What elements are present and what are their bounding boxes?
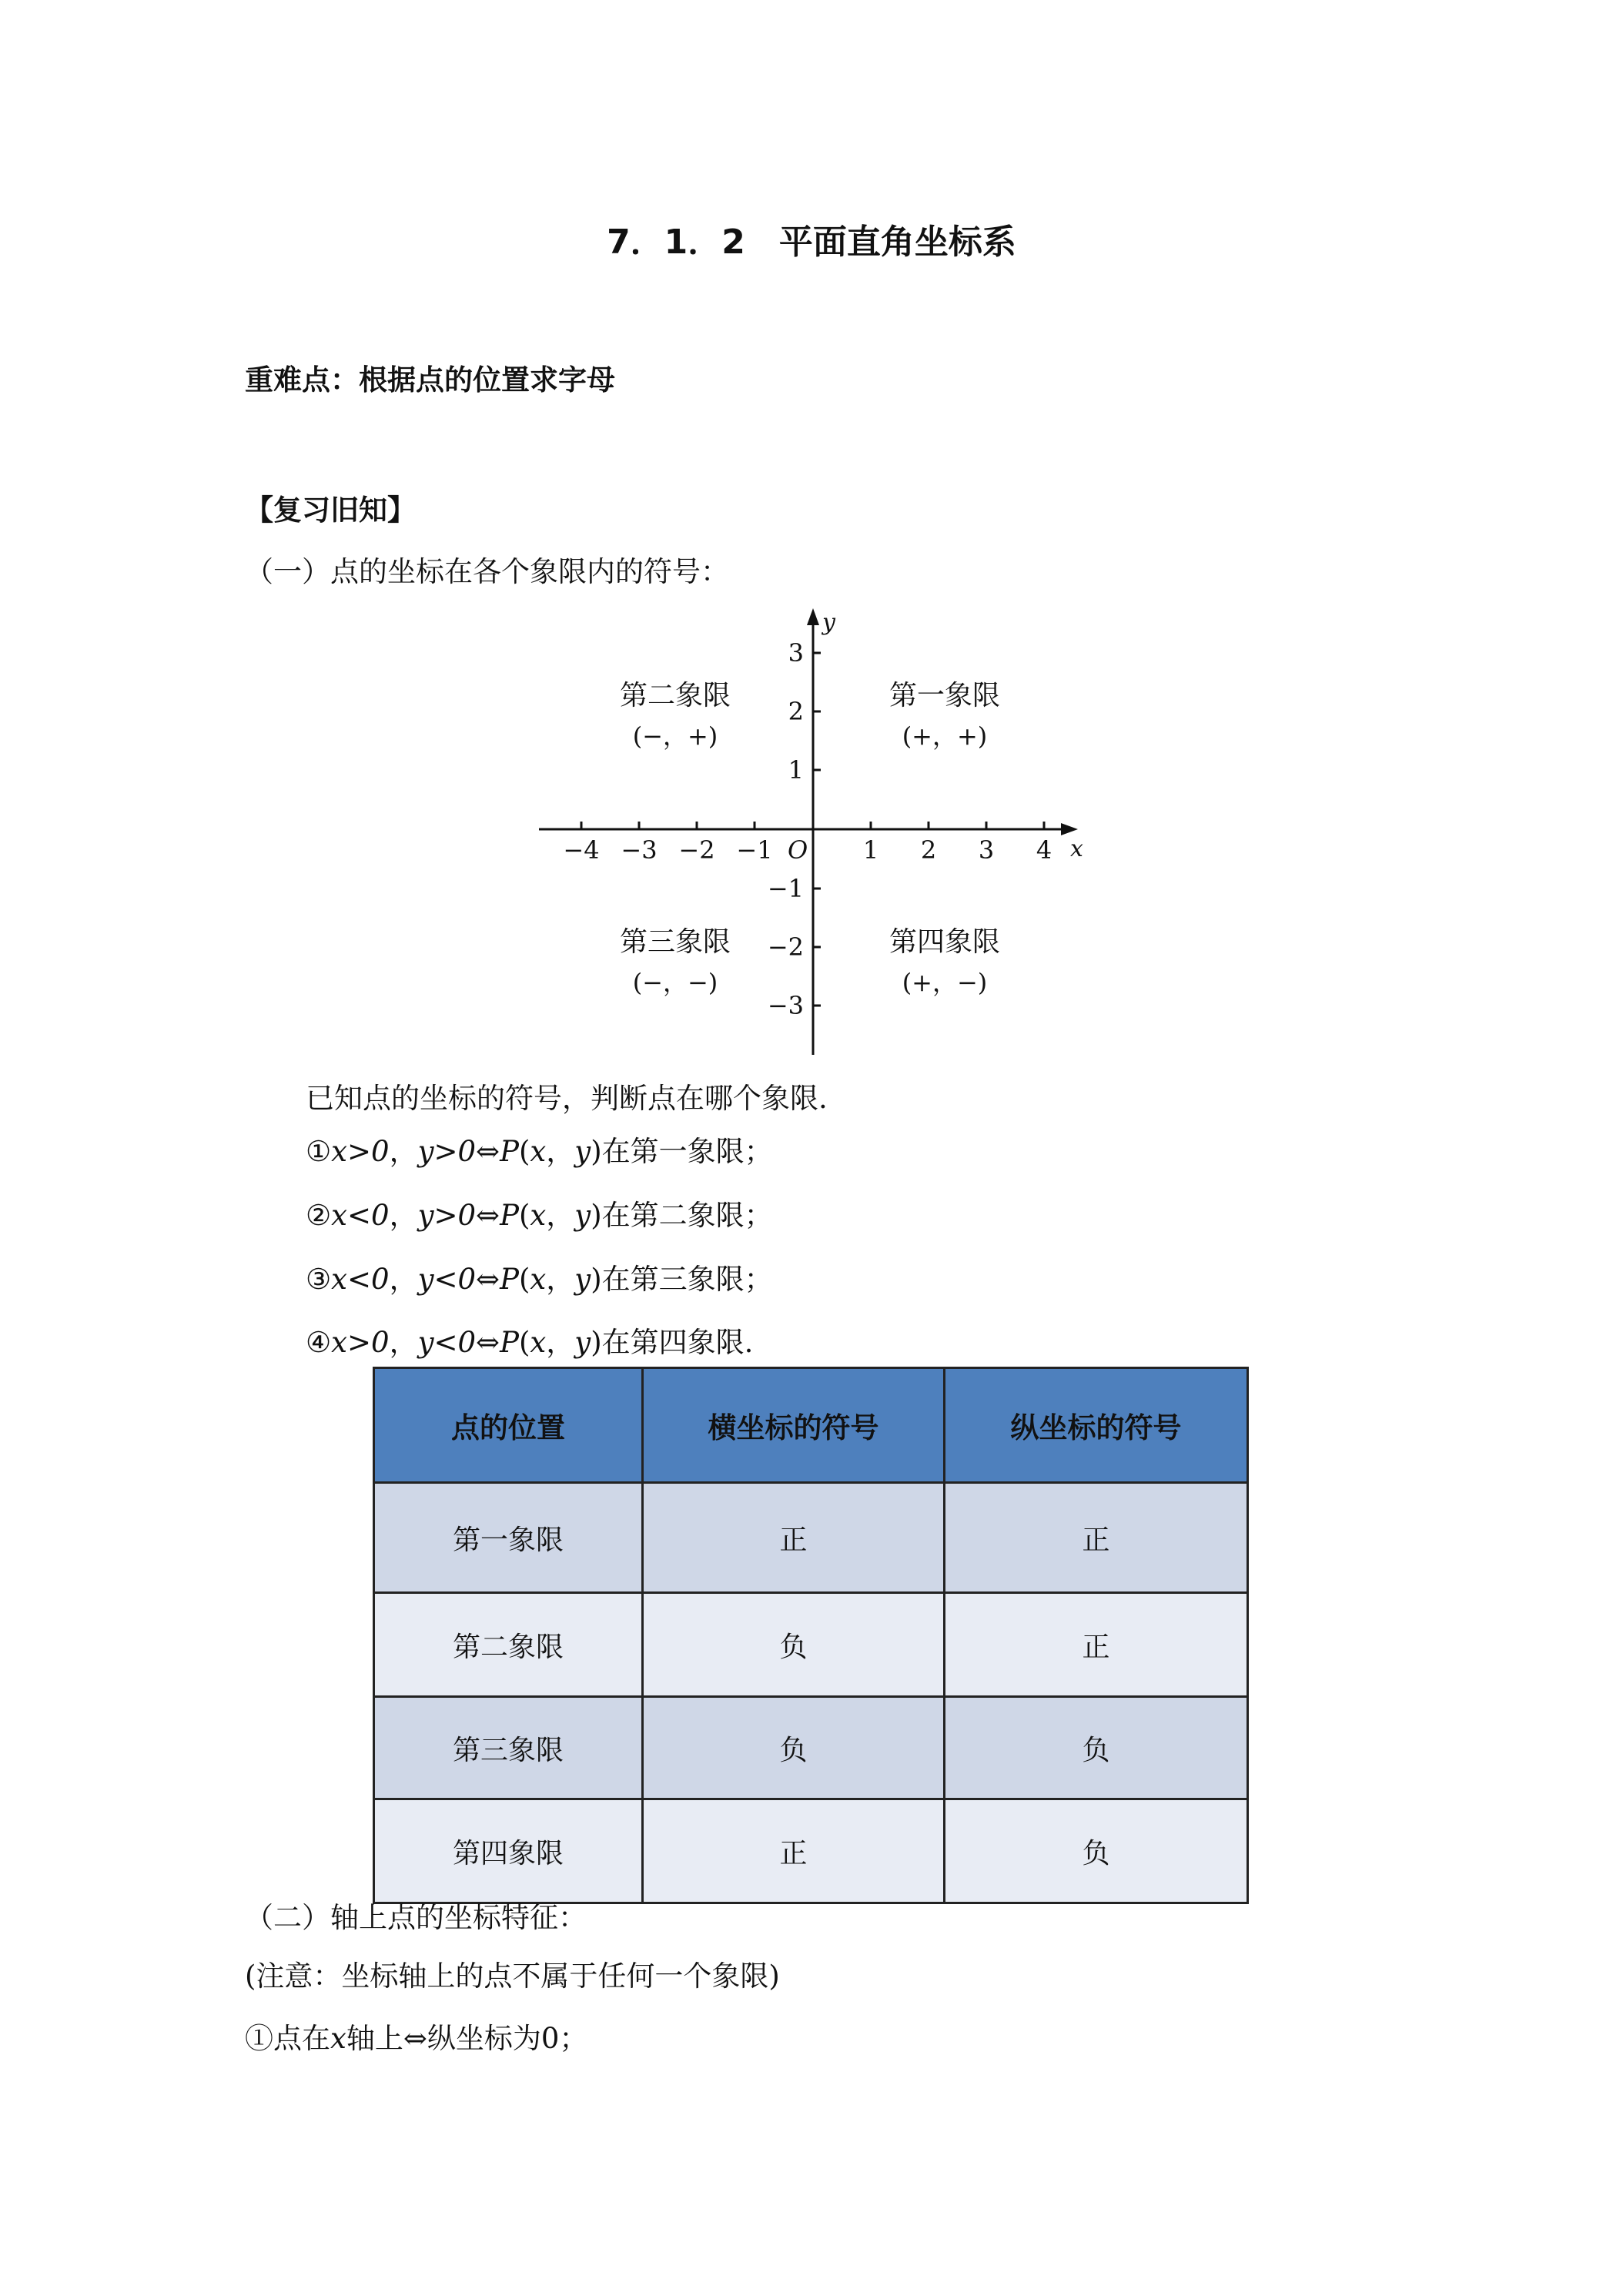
- table-cell: 第三象限: [374, 1697, 643, 1799]
- quadrant-1-sign: (+，+): [902, 721, 988, 751]
- table-header: 横坐标的符号: [643, 1368, 945, 1483]
- part1-heading: （一）点的坐标在各个象限内的符号：: [245, 555, 729, 588]
- rule-2: ②x<0，y>0⇔P(x，y)在第二象限；: [306, 1199, 773, 1232]
- quadrant-2-name: 第二象限: [619, 680, 731, 711]
- table-header: 纵坐标的符号: [945, 1368, 1248, 1483]
- x-tick-label: 1: [862, 835, 879, 865]
- x-tick-label: 4: [1036, 835, 1052, 865]
- quadrant-1-name: 第一象限: [888, 680, 1001, 711]
- x-tick-label: 2: [920, 835, 937, 865]
- table-cell: 正: [643, 1799, 945, 1903]
- x-tick-label: −4: [563, 835, 600, 865]
- table-cell: 正: [945, 1483, 1248, 1593]
- coordinate-system-figure: [539, 608, 1093, 1055]
- x-axis-arrow: [1061, 823, 1078, 835]
- y-tick-label: −2: [767, 932, 804, 962]
- table-cell: 第四象限: [374, 1799, 643, 1903]
- table-header: 点的位置: [374, 1368, 643, 1483]
- table-cell: 正: [643, 1483, 945, 1593]
- axis-rule-1: ①点在x轴上⇔纵坐标为0；: [245, 2022, 588, 2055]
- quadrant-sign-table: [373, 1367, 1249, 1904]
- x-tick-label: 3: [978, 835, 995, 865]
- key-point: 重难点：根据点的位置求字母: [245, 363, 615, 397]
- table-cell: 负: [945, 1799, 1248, 1903]
- table-header-row: [374, 1368, 1248, 1483]
- table-cell: 第一象限: [374, 1483, 643, 1593]
- quadrant-4-sign: (+，−): [902, 968, 988, 997]
- y-axis-arrow: [807, 608, 819, 625]
- x-tick-label: −2: [678, 835, 715, 865]
- table-cell: 负: [945, 1697, 1248, 1799]
- rule-4: ④x>0，y<0⇔P(x，y)在第四象限.: [306, 1326, 754, 1359]
- part2-heading: （二）轴上点的坐标特征：: [245, 1901, 587, 1934]
- rule-3: ③x<0，y<0⇔P(x，y)在第三象限；: [306, 1263, 773, 1296]
- table-cell: 负: [643, 1697, 945, 1799]
- quadrant-4-name: 第四象限: [888, 926, 1001, 958]
- rule-1: ①x>0，y>0⇔P(x，y)在第一象限；: [306, 1135, 773, 1168]
- y-tick-label: 3: [788, 638, 804, 668]
- table-cell: 第二象限: [374, 1593, 643, 1697]
- section-header: 【复习旧知】: [245, 494, 416, 527]
- x-tick-label: −3: [621, 835, 658, 865]
- y-tick-label: −3: [767, 991, 804, 1020]
- x-axis-label: x: [1070, 835, 1083, 862]
- table-row: [374, 1593, 1248, 1697]
- table-cell: 负: [643, 1593, 945, 1697]
- table-cell: 正: [945, 1593, 1248, 1697]
- table-row: [374, 1697, 1248, 1799]
- y-tick-label: −1: [767, 874, 804, 903]
- y-axis-label: y: [822, 609, 835, 636]
- note-text: (注意：坐标轴上的点不属于任何一个象限): [245, 1960, 780, 1993]
- page-title: 7．1．2 平面直角坐标系: [607, 223, 1016, 262]
- intro-text: 已知点的坐标的符号，判断点在哪个象限.: [306, 1082, 828, 1115]
- y-tick-label: 2: [788, 697, 804, 726]
- quadrant-3-name: 第三象限: [619, 926, 731, 958]
- table-row: [374, 1483, 1248, 1593]
- y-tick-label: 1: [788, 755, 804, 785]
- x-tick-label: −1: [736, 835, 773, 865]
- quadrant-3-sign: (−，−): [632, 968, 718, 997]
- origin-label: O: [788, 835, 808, 865]
- quadrant-2-sign: (−，+): [632, 721, 718, 751]
- table-row: [374, 1799, 1248, 1903]
